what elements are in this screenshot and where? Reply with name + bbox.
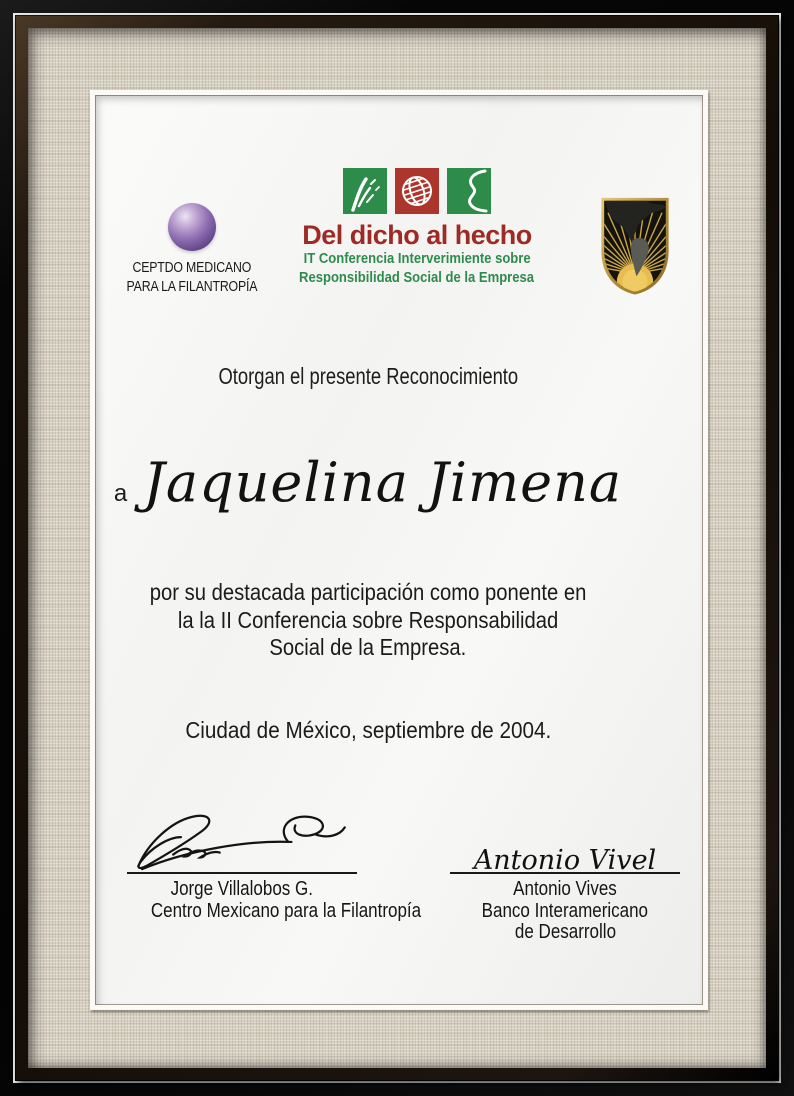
certificate-paper bbox=[95, 95, 703, 1005]
signer-name: Antonio Vives bbox=[513, 878, 617, 900]
recipient-prefix: a bbox=[113, 480, 128, 507]
body-line-3: Social de la Empresa. bbox=[269, 634, 467, 660]
signer-org-2: de Desarrollo bbox=[514, 921, 616, 943]
body-paragraph bbox=[95, 579, 641, 662]
body-line-2: la la II Conferencia sobre Responsabilidad bbox=[177, 606, 559, 633]
conference-logo-squares bbox=[247, 168, 587, 214]
signer-org-1: Banco Interamericano bbox=[481, 899, 649, 922]
globe-square-icon bbox=[395, 168, 439, 214]
date-line: Ciudad de México, septiembre de 2004. bbox=[185, 717, 551, 743]
signer-name: Jorge Villalobos G. bbox=[170, 878, 314, 900]
issuer-left-line2: PARA LA FILANTROPÍA bbox=[126, 278, 258, 295]
recipient-row bbox=[95, 441, 641, 525]
signature-block-jorge bbox=[127, 808, 422, 922]
antonio-signature-script: Antonio Vivel bbox=[473, 845, 657, 876]
conference-subtitle-2: Responsibilidad Social de la Empresa bbox=[299, 269, 535, 286]
leaf-strokes-square-icon bbox=[343, 168, 387, 214]
americas-shield-emblem bbox=[600, 196, 670, 295]
signer-org: Centro Mexicano para la Filantropía bbox=[150, 899, 422, 922]
antonio-signature-image bbox=[450, 808, 680, 876]
face-profile-square-icon bbox=[447, 168, 491, 214]
signature-block-antonio bbox=[450, 808, 680, 944]
purple-sphere-logo bbox=[168, 203, 216, 251]
body-line-1: por su destacada participación como ponente en bbox=[149, 579, 587, 605]
issuer-left-line1: CEPTDO MEDICANO bbox=[132, 260, 252, 276]
mat-bevel bbox=[90, 90, 708, 1010]
jorge-signature-image bbox=[127, 808, 357, 872]
recipient-name: Jaquelina Jimena bbox=[143, 451, 623, 514]
conference-subtitle-1: IT Conferencia Interverimiente sobre bbox=[303, 251, 531, 267]
conference-title: Del dicho al hecho bbox=[302, 220, 532, 250]
linen-mat bbox=[28, 28, 766, 1068]
conference-logo-block bbox=[247, 165, 587, 287]
intro-line: Otorgan el presente Reconocimiento bbox=[218, 363, 518, 389]
